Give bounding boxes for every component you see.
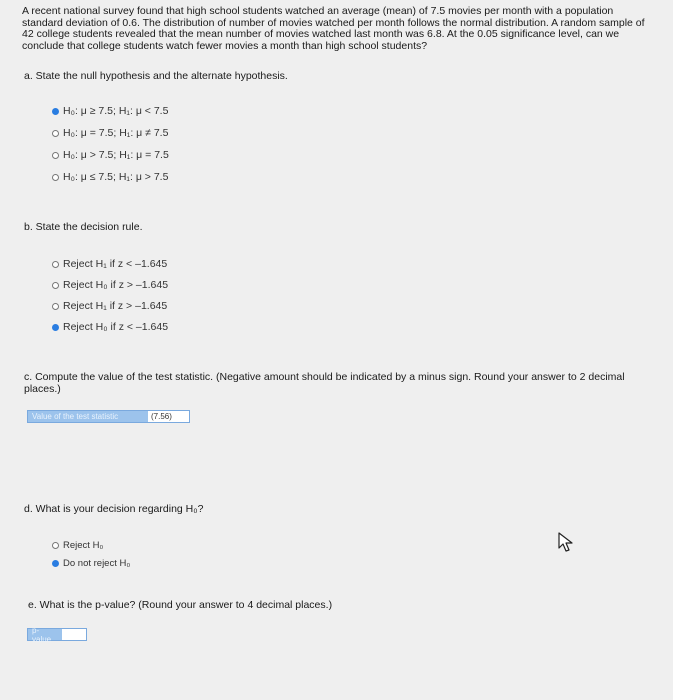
radio[interactable] [52,152,59,159]
field-label: p-value [28,629,62,640]
option-label: H₀: μ ≥ 7.5; H₁: μ < 7.5 [63,105,169,117]
option-label: Reject H₀ if z < –1.645 [63,321,169,333]
radio[interactable] [52,174,59,181]
part-d-option-1[interactable] [52,540,103,551]
test-statistic-field[interactable] [27,410,190,423]
part-a-option-4[interactable] [52,171,168,183]
option-label: Reject H₁ if z > –1.645 [63,300,168,312]
option-label: Reject H₀ if z > –1.645 [63,279,169,291]
option-label: H₀: μ = 7.5; H₁: μ ≠ 7.5 [63,127,169,139]
radio-selected[interactable] [52,108,59,115]
radio[interactable] [52,542,59,549]
part-d-question: d. What is your decision regarding H₀? [24,503,204,515]
radio[interactable] [52,261,59,268]
part-b-option-3[interactable] [52,300,167,312]
option-label: Do not reject H₀ [63,558,131,569]
option-label: H₀: μ > 7.5; H₁: μ = 7.5 [63,149,169,161]
part-c-question: c. Compute the value of the test statistic. (Negative amount should be indicated by a minus sign. Round your answer to 2 decimal places.) [24,371,625,395]
part-b-option-2[interactable] [52,279,168,291]
part-b-option-4[interactable] [52,321,168,333]
part-a-question: a. State the null hypothesis and the alternate hypothesis. [24,70,288,82]
radio-selected[interactable] [52,324,59,331]
part-d-option-2[interactable] [52,558,130,569]
part-b-question: b. State the decision rule. [24,221,143,233]
problem-statement: A recent national survey found that high school students watched an average (mean) of 7.5 movies per month with a population standard deviation of 0.6. The distribution of number of movies watched per month follows the normal distribution. A random sample of 42 college students revealed that the mean number of movies watched last month was 6.8. At the 0.05 significance level, can we conclude that college students watch fewer movies a month than high school students? [22,5,645,52]
part-a-option-3[interactable] [52,149,169,161]
mouse-pointer-icon [557,531,575,553]
part-e-question: e. What is the p-value? (Round your answer to 4 decimal places.) [28,599,333,611]
test-statistic-input[interactable]: (7.56) [151,412,172,421]
part-a-option-1[interactable] [52,105,168,117]
radio-selected[interactable] [52,560,59,567]
part-a-option-2[interactable] [52,127,168,139]
part-b-option-1[interactable] [52,258,167,270]
radio[interactable] [52,282,59,289]
radio[interactable] [52,303,59,310]
option-label: Reject H₁ if z < –1.645 [63,258,168,270]
option-label: H₀: μ ≤ 7.5; H₁: μ > 7.5 [63,171,169,183]
field-label: Value of the test statistic [28,411,148,422]
radio[interactable] [52,130,59,137]
option-label: Reject H₀ [63,540,104,551]
p-value-field[interactable] [27,625,87,644]
